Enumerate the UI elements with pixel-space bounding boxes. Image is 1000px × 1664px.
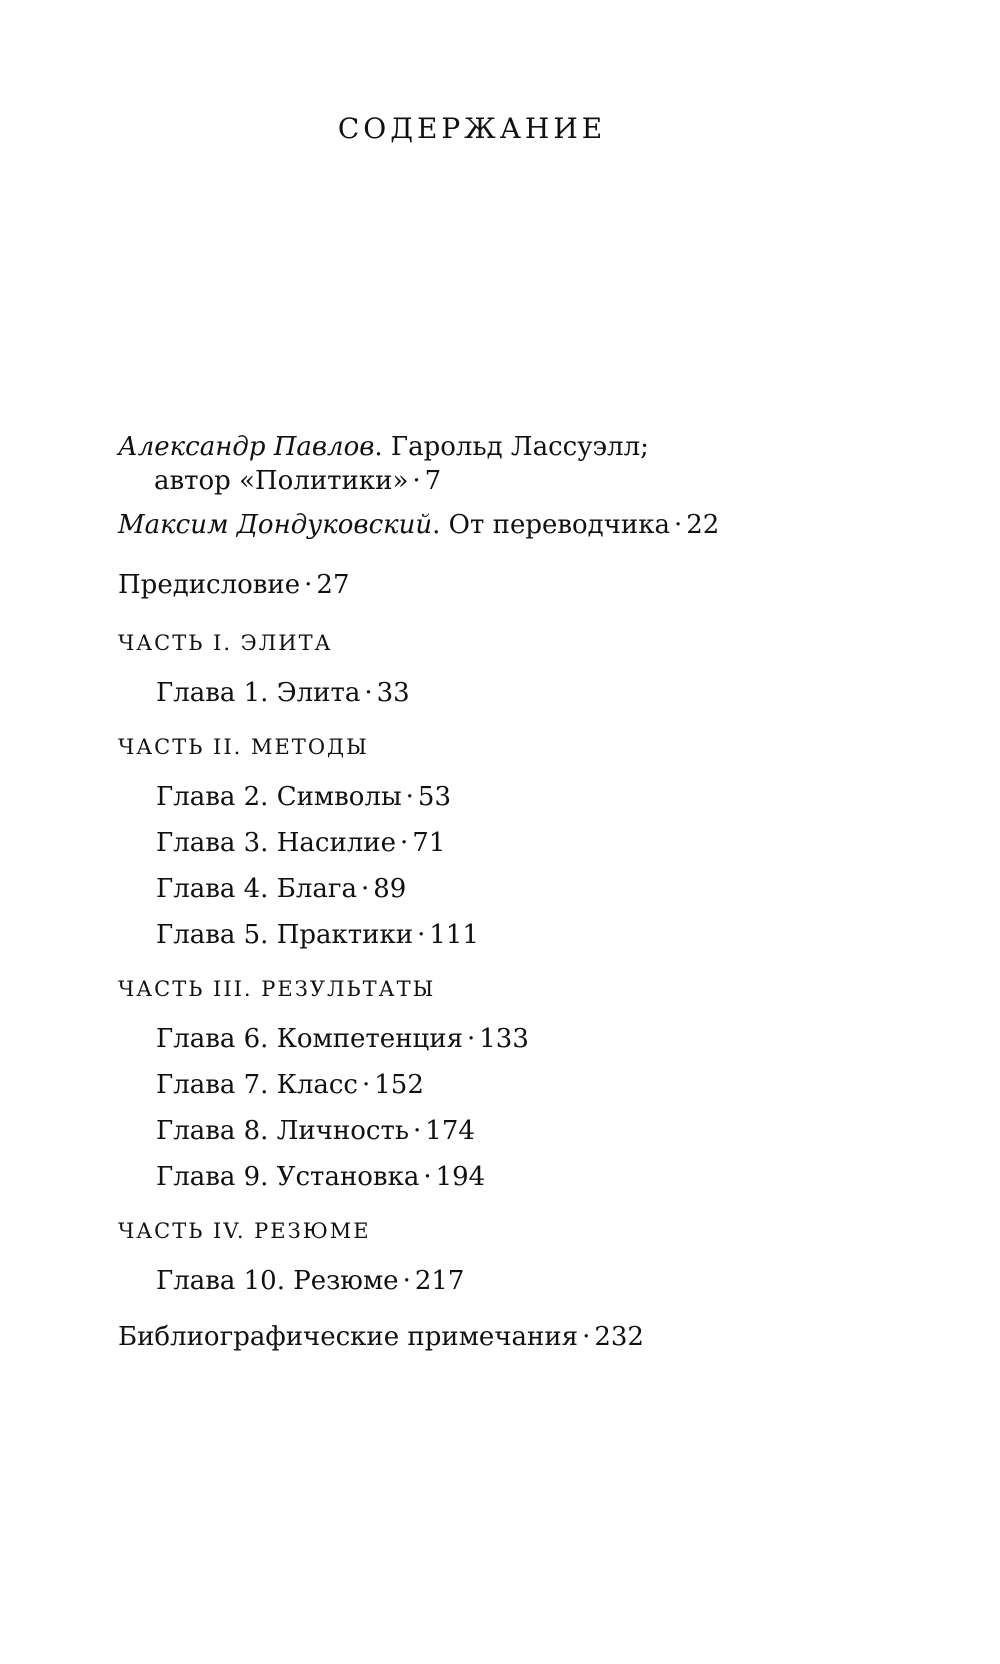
entry-page: 53 bbox=[417, 782, 452, 812]
page-title: СОДЕРЖАНИЕ bbox=[337, 112, 607, 145]
entry-title: . Гарольд Лассуэлл; bbox=[374, 432, 649, 462]
page-separator: · bbox=[402, 1266, 411, 1296]
page-separator: · bbox=[400, 828, 409, 858]
chapter-list-part-1 bbox=[118, 676, 938, 710]
entry-title: Глава 3. Насилие bbox=[156, 828, 397, 858]
part-heading-4: ЧАСТЬ IV. РЕЗЮМЕ bbox=[118, 1219, 371, 1243]
page-separator: · bbox=[412, 466, 421, 496]
entry-title: Глава 5. Практики bbox=[156, 920, 414, 950]
page-separator: · bbox=[360, 874, 370, 904]
entry-title-continued: автор «Политики» bbox=[154, 466, 409, 496]
page-separator: · bbox=[582, 1322, 591, 1352]
entry-page: 194 bbox=[435, 1162, 486, 1192]
toc-entry-dondukovsky[interactable] bbox=[118, 508, 938, 542]
part-heading-1: ЧАСТЬ I. ЭЛИТА bbox=[118, 631, 333, 655]
entry-page: 89 bbox=[373, 874, 407, 904]
entry-title: Библиографические примечания bbox=[118, 1322, 579, 1352]
entry-page: 22 bbox=[686, 510, 720, 540]
toc-entry-pavlov[interactable] bbox=[118, 430, 938, 498]
entry-title: Глава 7. Класс bbox=[156, 1070, 358, 1100]
page-separator: · bbox=[405, 782, 414, 812]
entry-page: 217 bbox=[414, 1266, 465, 1296]
entry-page: 7 bbox=[424, 466, 442, 496]
page-separator: · bbox=[466, 1024, 476, 1054]
toc-entry-chapter-6[interactable] bbox=[118, 1022, 938, 1056]
toc-entry-bibliography[interactable] bbox=[118, 1320, 938, 1354]
toc-entry-chapter-7[interactable] bbox=[118, 1068, 938, 1102]
toc-entry-chapter-8[interactable] bbox=[118, 1114, 938, 1148]
toc-entry-chapter-1[interactable] bbox=[118, 676, 938, 710]
entry-page: 133 bbox=[479, 1024, 529, 1054]
chapter-list-part-3 bbox=[118, 1022, 938, 1194]
page-separator: · bbox=[413, 1116, 422, 1146]
entry-title: . От переводчика bbox=[432, 510, 670, 540]
entry-title: Глава 1. Элита bbox=[156, 678, 361, 708]
page-separator: · bbox=[673, 510, 683, 540]
entry-title: Глава 2. Символы bbox=[156, 782, 402, 812]
entry-page: 232 bbox=[594, 1322, 644, 1352]
toc-entry-chapter-10[interactable] bbox=[118, 1264, 938, 1298]
entry-author: Максим Дондуковский bbox=[118, 510, 433, 540]
entry-page: 33 bbox=[376, 678, 410, 708]
entry-page: 111 bbox=[429, 920, 479, 950]
entry-title: Глава 8. Личность bbox=[156, 1116, 410, 1146]
entry-page: 152 bbox=[374, 1070, 424, 1100]
chapter-list-part-2 bbox=[118, 780, 938, 952]
entry-title: Глава 6. Компетенция bbox=[156, 1024, 463, 1054]
page-separator: · bbox=[304, 570, 313, 600]
entry-page: 71 bbox=[412, 828, 446, 858]
part-heading-2: ЧАСТЬ II. МЕТОДЫ bbox=[118, 735, 369, 759]
page-separator: · bbox=[361, 1070, 371, 1100]
page-separator: · bbox=[364, 678, 373, 708]
entry-page: 27 bbox=[316, 570, 350, 600]
entry-author: Александр Павлов bbox=[118, 432, 375, 462]
part-heading-3: ЧАСТЬ III. РЕЗУЛЬТАТЫ bbox=[118, 977, 436, 1001]
toc-entry-chapter-3[interactable] bbox=[118, 826, 938, 860]
page-separator: · bbox=[423, 1162, 432, 1192]
toc-entry-chapter-4[interactable] bbox=[118, 872, 938, 906]
entry-title: Предисловие bbox=[118, 570, 301, 600]
toc-entry-chapter-2[interactable] bbox=[118, 780, 938, 814]
page-separator: · bbox=[417, 920, 426, 950]
toc-entry-chapter-5[interactable] bbox=[118, 918, 938, 952]
table-of-contents bbox=[118, 430, 938, 1354]
chapter-list-part-4 bbox=[118, 1264, 938, 1298]
entry-title: Глава 9. Установка bbox=[156, 1162, 420, 1192]
entry-title: Глава 4. Блага bbox=[156, 874, 357, 904]
toc-entry-chapter-9[interactable] bbox=[118, 1160, 938, 1194]
toc-entry-preface[interactable] bbox=[118, 568, 938, 602]
entry-title: Глава 10. Резюме bbox=[156, 1266, 399, 1296]
entry-page: 174 bbox=[425, 1116, 475, 1146]
